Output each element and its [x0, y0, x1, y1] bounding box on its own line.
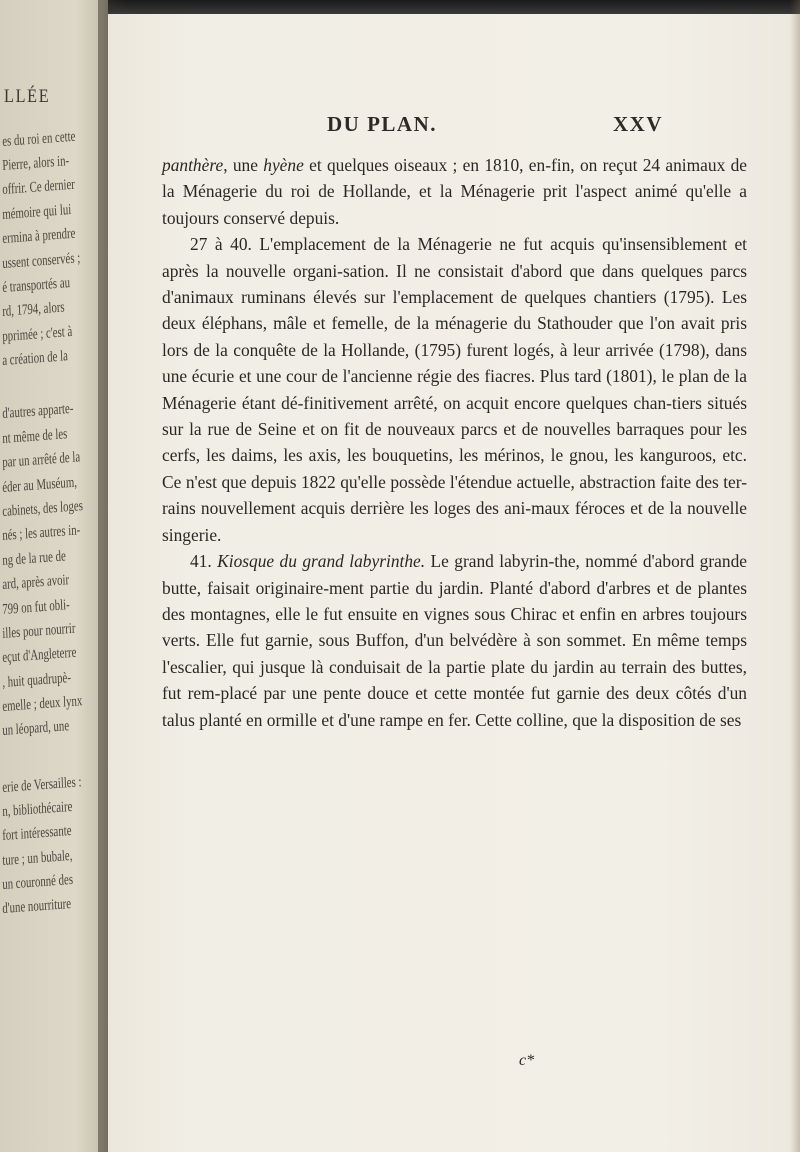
text-run: et quelques oiseaux ; en 1810, en-fin, on reçut 24 animaux de la Ménagerie du roi de Hollande, et la Ménagerie prit l'aspect animé qu'elle a toujours conservé depuis.: [162, 155, 747, 228]
verso-line: es du roi en cette: [2, 128, 76, 150]
text-run: 27 à 40. L'emplacement de la Ménagerie ne fut acquis qu'insensiblement et après la nouvelle organi-sation. Il ne consistait d'abord que dans quelques parcs d'animaux ruminans élevés sur l'emplacement de quelques chantiers (1795). Les deux éléphans, mâle et femelle, de la ménagerie du Stathouder que l'on avait pris lors de la conquête de la Hollande, (1795) furent logés, à leur arrivée (1798), dans une écurie et une cour de l'ancienne régie des fiacres. Plus tard (1801), le plan de la Ménagerie étant dé-finitivement arrêté, on acquit encore quelques chan-tiers situés sur la rue de Seine et on fit de nouveaux parcs et de nouvelles barraques pour les cerfs, les daims, les axis, les bouquetins, les mérinos, le gnou, les kanguroos, etc. Ce n'est que depuis 1822 qu'elle possède l'étendue actuelle, abstraction faite des ter-rains nouvellement acquis derrière les loges des ani-maux féroces et de la nouvelle singerie.: [162, 234, 747, 545]
paragraph: [162, 548, 747, 733]
text-run: , une: [223, 155, 264, 175]
italic-run: Kiosque du grand labyrinthe.: [217, 551, 426, 572]
page-header: [108, 112, 800, 142]
verso-line: 799 on fut obli-: [2, 597, 71, 618]
verso-line: ng de la rue de: [2, 548, 67, 569]
page-number: XXV: [613, 112, 663, 136]
verso-line: éder au Muséum,: [2, 474, 78, 496]
verso-line: erie de Versailles :: [2, 774, 82, 796]
verso-line: emelle ; deux lynx: [2, 693, 83, 715]
verso-line: rd, 1794, alors: [2, 299, 65, 320]
italic-run: hyène: [263, 155, 304, 175]
signature-mark: c*: [519, 1052, 535, 1069]
verso-line: illes pour nourrir: [2, 620, 76, 642]
verso-running-title: LLÉE: [4, 86, 51, 107]
running-title: DU PLAN.: [327, 112, 437, 136]
paragraph: [162, 231, 747, 548]
scan-top-edge: [95, 0, 800, 14]
verso-line: d'une nourriture: [2, 895, 72, 917]
verso-line: eçut d'Angleterre: [2, 644, 77, 666]
verso-line: un couronné des: [2, 871, 74, 893]
verso-line: fort intéressante: [2, 822, 72, 844]
verso-line: Pierre, alors in-: [2, 153, 70, 174]
verso-line: un léopard, une: [2, 718, 70, 739]
verso-line: nt même de les: [2, 426, 68, 447]
verso-line: par un arrêté de la: [2, 449, 81, 471]
verso-line: offrir. Ce dernier: [2, 176, 76, 198]
verso-line: ard, après avoir: [2, 572, 70, 593]
recto-page: [108, 14, 800, 1152]
body-text: [162, 152, 747, 733]
verso-line: pprimée ; c'est à: [2, 323, 73, 345]
verso-page-fragment: [0, 0, 108, 1152]
verso-line: é transportés au: [2, 275, 71, 296]
verso-line: d'autres apparte-: [2, 400, 74, 422]
verso-line: ture ; un bubale,: [2, 847, 73, 869]
verso-line: ussent conservés ;: [2, 250, 81, 272]
verso-line: mémoire qui lui: [2, 201, 72, 223]
verso-line: n, bibliothécaire: [2, 798, 73, 820]
verso-line: cabinets, des loges: [2, 498, 84, 520]
verso-line: nés ; les autres in-: [2, 522, 81, 544]
verso-line: , huit quadrupè-: [2, 670, 72, 691]
paragraph: [162, 152, 747, 231]
page-edge-shadow: [790, 0, 800, 1152]
text-run: 41.: [190, 551, 218, 572]
verso-line: ermina à prendre: [2, 225, 76, 247]
italic-run: panthère: [162, 155, 224, 175]
verso-line: a création de la: [2, 348, 69, 369]
text-run: Le grand labyrin-the, nommé d'abord grande butte, faisait originaire-ment partie du jardin. Planté d'abord d'arbres et de plantes des montagnes, elle le fut ensuite en vignes sous Chirac et enfin en arbres toujours verts. Elle fut garnie, sous Buffon, d'un belvédère à son sommet. En même temps l'escalier, qui jusque là conduisait de la partie plate du jardin au terrain des buttes, fut rem-placé par une pente douce et cette montée fut garnie des deux côtés d'un talus planté en ormille et d'une rampe en fer. Cette colline, que la disposition de ses: [162, 551, 747, 730]
